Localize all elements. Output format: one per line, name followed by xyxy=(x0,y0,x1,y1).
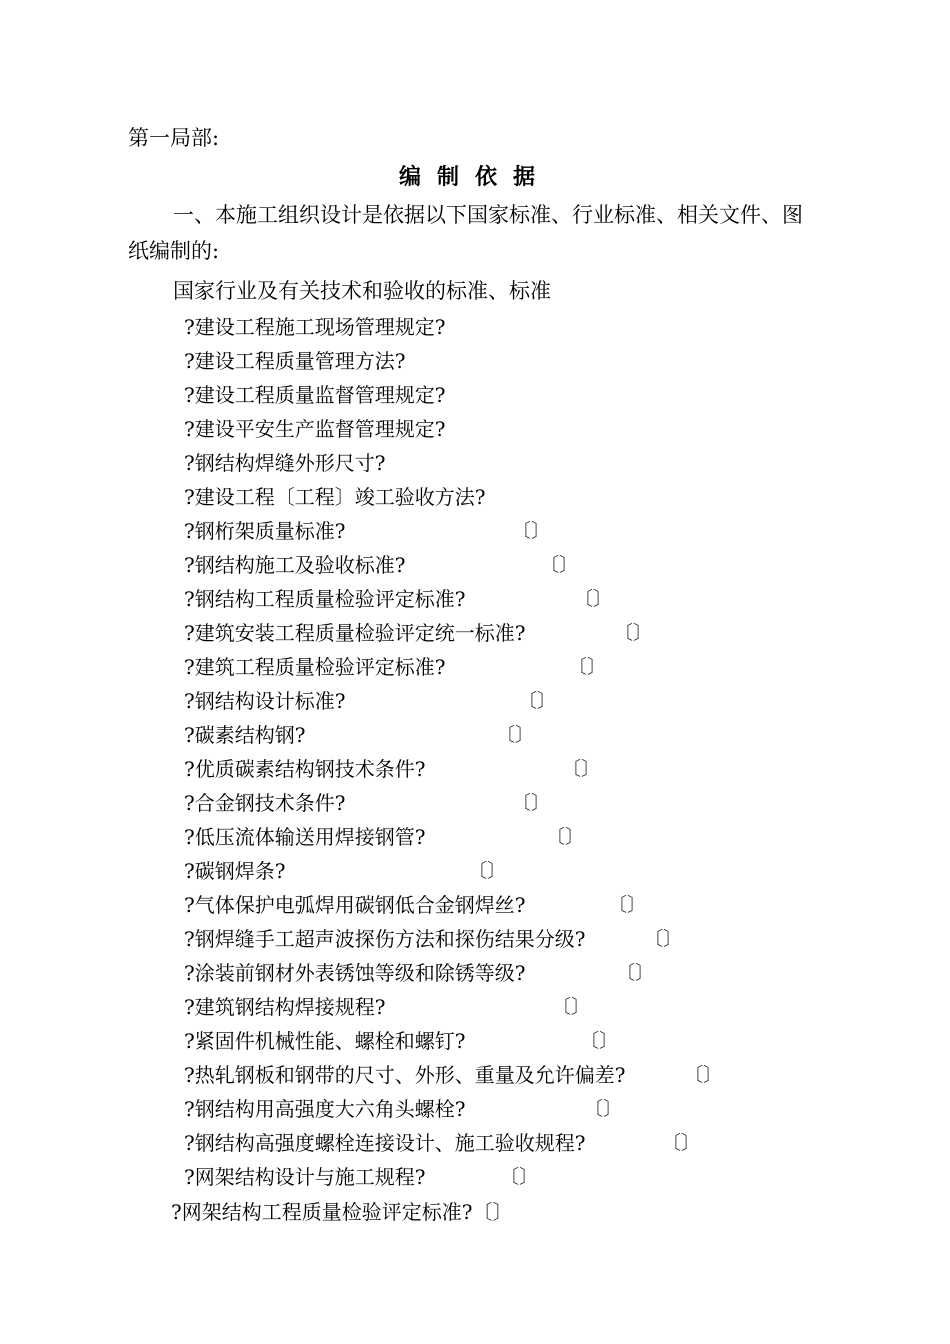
standard-name: ?紧固件机械性能、螺栓和螺钉? xyxy=(184,1029,466,1053)
section-label: 国家行业及有关技术和验收的标准、标准 xyxy=(173,279,551,303)
list-item xyxy=(184,1061,744,1089)
list-item xyxy=(184,653,744,681)
standard-name: ?低压流体输送用焊接钢管? xyxy=(184,825,426,849)
standard-code-bracket: 〔〕 xyxy=(684,1064,723,1086)
list-item xyxy=(184,857,744,885)
standard-name: ?碳素结构钢? xyxy=(184,723,306,747)
standard-name: ?建设工程〔工程〕竣工验收方法? xyxy=(184,485,486,509)
list-item xyxy=(184,687,744,715)
standard-name: ?合金钢技术条件? xyxy=(184,791,346,815)
standard-code-bracket: 〔〕 xyxy=(574,588,613,610)
list-item xyxy=(184,313,744,341)
standard-name: ?涂装前钢材外表锈蚀等级和除锈等级? xyxy=(184,961,526,985)
standard-code-bracket: 〔〕 xyxy=(512,520,551,542)
standard-code-bracket: 〔〕 xyxy=(584,1098,623,1120)
standard-name: ?建设平安生产监督管理规定? xyxy=(184,417,446,441)
standard-name: ?钢结构施工及验收标准? xyxy=(184,553,406,577)
standard-code-bracket: 〔〕 xyxy=(644,928,683,950)
list-item xyxy=(184,619,744,647)
document-title: 编制依据 xyxy=(398,164,551,190)
list-item xyxy=(184,789,744,817)
standard-code-bracket: 〔〕 xyxy=(546,826,585,848)
standard-code-bracket: 〔〕 xyxy=(608,894,647,916)
list-item xyxy=(184,449,744,477)
intro-line-1: 一、本施工组织设计是依据以下国家标准、行业标准、相关文件、图 xyxy=(173,203,803,227)
standard-code-bracket: 〔〕 xyxy=(614,622,653,644)
list-item xyxy=(184,551,744,579)
list-item xyxy=(184,959,744,987)
standard-name: ?钢结构焊缝外形尺寸? xyxy=(184,451,386,475)
list-item xyxy=(184,347,744,375)
list-item xyxy=(184,1027,744,1055)
list-item xyxy=(184,585,744,613)
list-item xyxy=(184,755,744,783)
list-item xyxy=(184,823,744,851)
standard-code-bracket: 〔〕 xyxy=(500,1166,539,1188)
standard-code-bracket: 〔〕 xyxy=(616,962,655,984)
list-item xyxy=(184,993,744,1021)
standard-name: ?钢结构高强度螺栓连接设计、施工验收规程? xyxy=(184,1131,586,1155)
list-item xyxy=(184,415,744,443)
standard-name: ?建筑工程质量检验评定标准? xyxy=(184,655,446,679)
standard-name: ?建筑钢结构焊接规程? xyxy=(184,995,386,1019)
standard-name: ?热轧钢板和钢带的尺寸、外形、重量及允许偏差? xyxy=(184,1063,626,1087)
standard-name: ?碳钢焊条? xyxy=(184,859,286,883)
standard-code-bracket: 〔〕 xyxy=(468,860,507,882)
standard-name: ?优质碳素结构钢技术条件? xyxy=(184,757,426,781)
standard-code-bracket: 〔〕 xyxy=(512,792,551,814)
list-item xyxy=(184,1095,744,1123)
list-item xyxy=(184,381,744,409)
last-standard-line: ?网架结构工程质量检验评定标准?〔〕 xyxy=(171,1200,513,1224)
standard-code-bracket: 〔〕 xyxy=(568,656,607,678)
standard-name: ?建设工程施工现场管理规定? xyxy=(184,315,446,339)
standard-name: ?钢焊缝手工超声波探伤方法和探伤结果分级? xyxy=(184,927,586,951)
standard-code-bracket: 〔〕 xyxy=(662,1132,701,1154)
standard-code-bracket: 〔〕 xyxy=(562,758,601,780)
standard-code-bracket: 〔〕 xyxy=(540,554,579,576)
standard-name: ?建筑安装工程质量检验评定统一标准? xyxy=(184,621,526,645)
standard-name: ?钢结构工程质量检验评定标准? xyxy=(184,587,466,611)
standard-name: ?建设工程质量监督管理规定? xyxy=(184,383,446,407)
intro-line-2: 纸编制的: xyxy=(128,239,220,263)
standard-code-bracket: 〔〕 xyxy=(518,690,557,712)
standard-name: ?网架结构设计与施工规程? xyxy=(184,1165,426,1189)
standard-code-bracket: 〔〕 xyxy=(496,724,535,746)
standard-name: ?钢结构用高强度大六角头螺栓? xyxy=(184,1097,466,1121)
list-item xyxy=(184,925,744,953)
list-item xyxy=(184,1163,744,1191)
part-label: 第一局部: xyxy=(128,126,220,150)
standard-name: ?钢结构设计标准? xyxy=(184,689,346,713)
list-item xyxy=(184,517,744,545)
list-item xyxy=(184,721,744,749)
standard-name: ?建设工程质量管理方法? xyxy=(184,349,406,373)
standard-code-bracket: 〔〕 xyxy=(580,1030,619,1052)
list-item xyxy=(184,891,744,919)
list-item xyxy=(184,1129,744,1157)
standard-name: ?气体保护电弧焊用碳钢低合金钢焊丝? xyxy=(184,893,526,917)
list-item xyxy=(184,483,744,511)
standard-code-bracket: 〔〕 xyxy=(552,996,591,1018)
standard-name: ?钢桁架质量标准? xyxy=(184,519,346,543)
